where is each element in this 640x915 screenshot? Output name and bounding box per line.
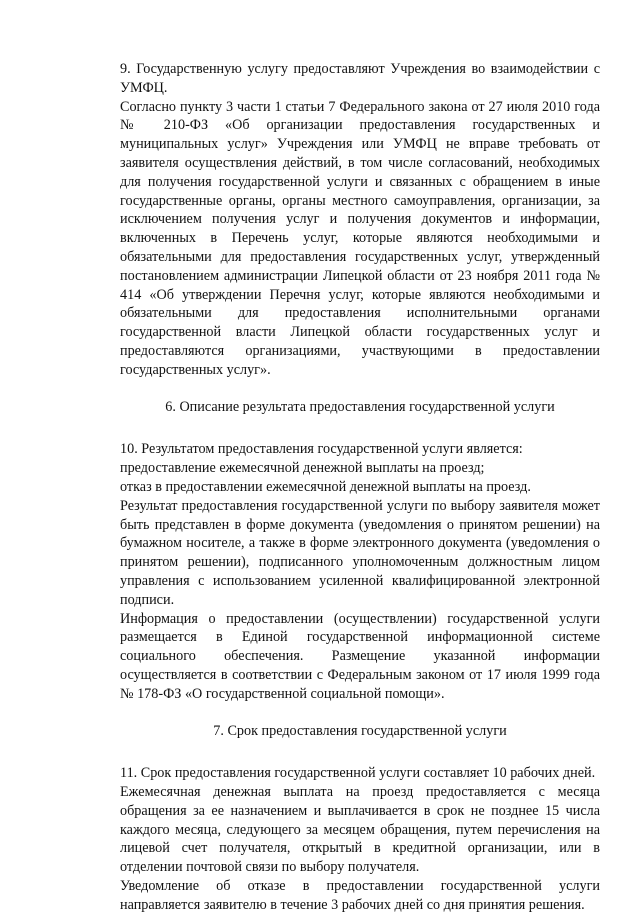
paragraph-11-refusal: Уведомление об отказе в предоставлении государственной услуги направляется заявителю в течение 3 рабочих дней со дня принятия решения.	[120, 878, 600, 913]
paragraph-11-payment: Ежемесячная денежная выплата на проезд предоставляется с месяца обращения за ее назначением и выплачивается в срок не позднее 15 числа каждого месяца, следующего за месяцем обращения, путем перечисления на лицевой счет получателя, открытый в кредитной организации, или в отделении почтовой связи по выбору получателя.	[120, 784, 600, 876]
document-body	[120, 60, 600, 915]
paragraph-10: 10. Результатом предоставления государственной услуги является:	[120, 441, 523, 458]
paragraph-10-item-b: отказ в предоставлении ежемесячной денежной выплаты на проезд.	[120, 478, 531, 495]
paragraph-9: 9. Государственную услугу предоставляют Учреждения во взаимодействии с УМФЦ.	[120, 61, 600, 96]
section-heading-7: 7. Срок предоставления государственной услуги	[213, 722, 507, 739]
paragraph-10-result-form: Результат предоставления государственной услуги по выбору заявителя может быть представлен в форме документа (уведомления о принятом решении) на бумажном носителе, а также в форме электронного документа (уведомления о принятом решении), подписанного уполномоченным должностным лицом управления с использованием усиленной квалифицированной электронной подписи.	[120, 497, 600, 608]
paragraph-9-body: Согласно пункту 3 части 1 статьи 7 Федерального закона от 27 июля 2010 года № 210-ФЗ «Об организации предоставления государственных и муниципальных услуг» Учреждения или УМФЦ не вправе требовать от заявителя осуществления действий, в том числе согласований, необходимых для получения государственной услуги и связанных с обращением в иные государственные органы, органы местного самоуправления, организации, за исключением получения услуг и получения документов и информации, включенных в Перечень услуг, которые являются необходимыми и обязательными для предоставления государственных услуг, утвержденный постановлением администрации Липецкой области от 23 ноября 2011 года № 414 «Об утверждении Перечня услуг, которые являются необходимыми и обязательными для предоставления исполнительными органами государственной власти Липецкой области государственных услуг и предоставляются организациями, участвующими в предоставлении государственных услуг».	[120, 98, 600, 378]
paragraph-10-info: Информация о предоставлении (осуществлении) государственной услуги размещается в Единой государственной информационной системе социального обеспечения. Размещение указанной информации осуществляется в соответствии с Федеральным законом от 17 июля 1999 года № 178-ФЗ «О государственной социальной помощи».	[120, 610, 600, 702]
section-heading-6: 6. Описание результата предоставления государственной услуги	[165, 398, 555, 415]
paragraph-11: 11. Срок предоставления государственной услуги составляет 10 рабочих дней.	[120, 765, 596, 782]
paragraph-10-item-a: предоставление ежемесячной денежной выплаты на проезд;	[120, 460, 485, 477]
